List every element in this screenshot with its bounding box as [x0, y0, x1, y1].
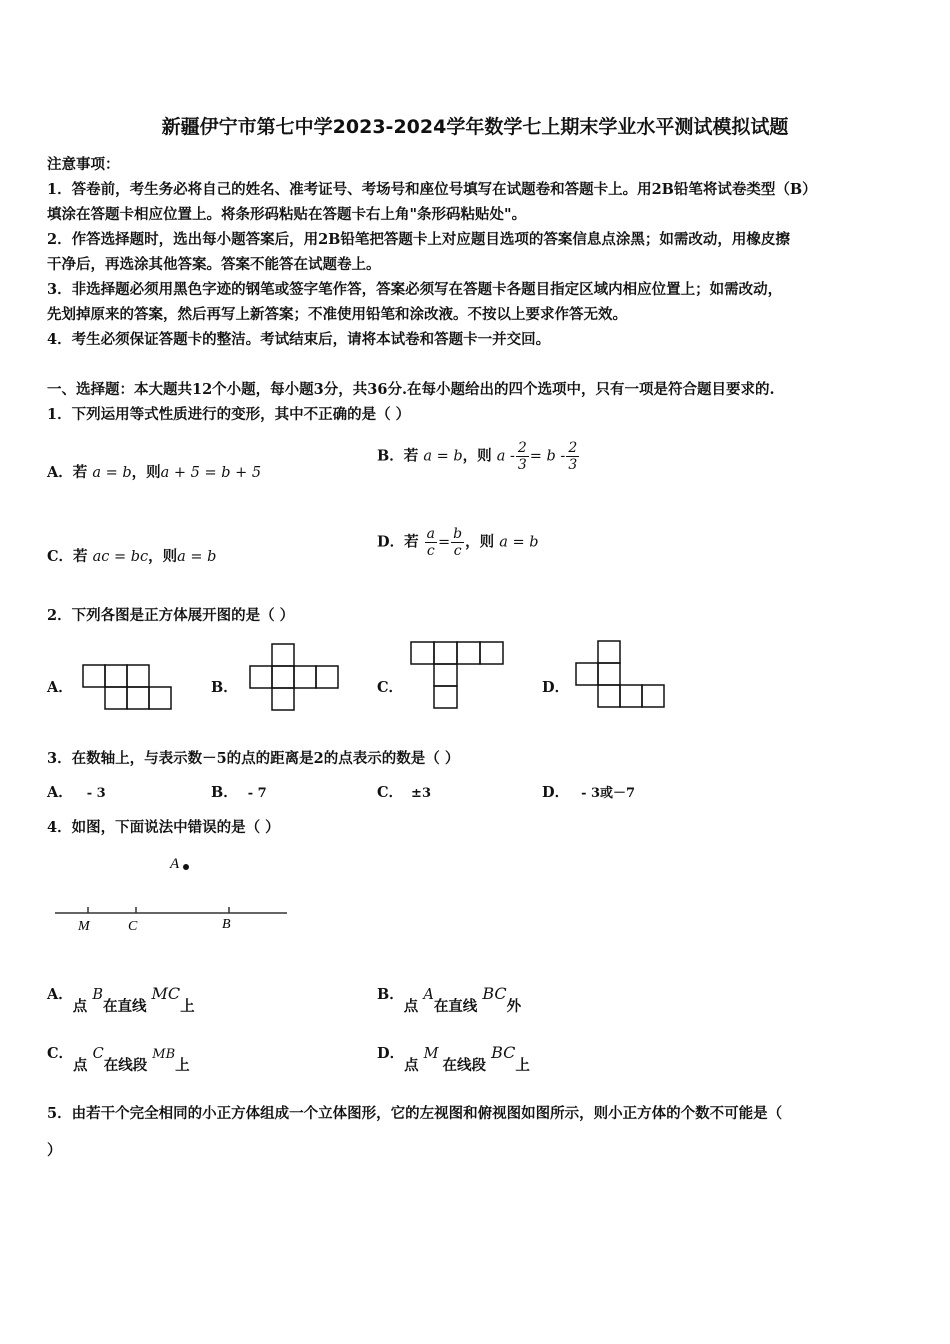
- option-text: 上: [180, 998, 195, 1015]
- option-label: A．: [47, 986, 73, 1003]
- option-text: 若: [404, 533, 419, 551]
- net-figure-d: [575, 640, 669, 710]
- q2-option-b-label[interactable]: B．: [211, 679, 238, 696]
- option-label: B．: [377, 447, 404, 465]
- q4-option-c[interactable]: [47, 1042, 190, 1074]
- q4-option-d[interactable]: [377, 1042, 530, 1074]
- option-value: - 3或－7: [581, 786, 636, 801]
- option-label: D．: [542, 784, 570, 801]
- option-value: ±3: [411, 786, 431, 801]
- option-label: C．: [377, 784, 404, 801]
- math-var: A: [423, 987, 434, 1003]
- option-label: C．: [47, 548, 74, 565]
- notes-heading: 注意事项：: [47, 156, 120, 173]
- option-text: 上: [175, 1057, 190, 1074]
- math-var: BC: [482, 984, 507, 1003]
- math-var: M: [423, 1046, 439, 1062]
- option-text: 点: [72, 998, 88, 1015]
- note-line: 2．作答选择题时，选出每小题答案后，用2B铅笔把答题卡上对应题目选项的答案信息点涂黑；如需改动，用橡皮擦: [47, 231, 790, 248]
- math-expr: = b -: [529, 448, 566, 465]
- option-value: - 3: [86, 786, 106, 801]
- question-5-stem: 5．由若干个完全相同的小正方体组成一个立体图形，它的左视图和俯视图如图所示，则小正方体的个数不可能是（: [47, 1105, 783, 1122]
- option-label: C．: [47, 1045, 74, 1062]
- option-text: 在线段: [103, 1057, 148, 1074]
- q3-option-a[interactable]: [47, 781, 106, 802]
- math-expr: ac = bc: [92, 549, 149, 565]
- q3-option-d[interactable]: [542, 781, 635, 802]
- math-var: MC: [151, 984, 181, 1003]
- option-text: 若: [403, 447, 419, 465]
- option-text: 点: [403, 998, 419, 1015]
- option-text: ，则: [465, 533, 495, 551]
- note-line: 先划掉原来的答案，然后再写上新答案；不准使用铅笔和涂改液。不按以上要求作答无效。: [47, 306, 627, 323]
- option-text: ，则: [148, 548, 178, 565]
- option-value: - 7: [247, 786, 267, 801]
- math-expr: a = b: [423, 448, 463, 465]
- option-text: 点: [73, 1057, 88, 1074]
- question-5-stem-cont: ）: [47, 1142, 62, 1159]
- note-line: 4．考生必须保证答题卡的整洁。考试结束后，请将本试卷和答题卡一并交回。: [47, 331, 551, 348]
- fraction: $\frac{2}{3}$: [568, 440, 578, 473]
- q1-option-a[interactable]: [47, 461, 261, 482]
- q3-option-c[interactable]: [377, 781, 431, 802]
- point-c-label: C: [128, 919, 138, 934]
- page-title: 新疆伊宁市第七中学2023-2024学年数学七上期末学业水平测试模拟试题: [161, 116, 789, 138]
- math-var: MB: [152, 1047, 176, 1062]
- net-figure-c: [410, 641, 506, 711]
- question-4-stem: 4．如图，下面说法中错误的是（ ）: [47, 819, 280, 836]
- option-label: A．: [47, 464, 73, 481]
- option-text: 若: [73, 548, 88, 565]
- math-expr: a = b: [499, 534, 539, 551]
- option-text: ，则: [131, 464, 161, 481]
- q2-option-d-label[interactable]: D．: [542, 679, 570, 696]
- q1-option-d[interactable]: [377, 526, 538, 559]
- option-text: 若: [72, 464, 88, 481]
- net-figure-b: [249, 643, 341, 713]
- q4-option-a[interactable]: [47, 983, 195, 1015]
- q1-option-b[interactable]: [377, 440, 580, 473]
- fraction: $\frac{a}{c}$: [426, 526, 435, 559]
- option-label: D．: [377, 1045, 405, 1062]
- question-3-stem: 3．在数轴上，与表示数－5的点的距离是2的点表示的数是（ ）: [47, 750, 460, 767]
- math-expr: a = b: [177, 549, 217, 565]
- option-text: 上: [515, 1057, 530, 1074]
- option-text: ，则: [462, 447, 492, 465]
- option-text: 在直线: [433, 998, 478, 1015]
- option-text: 外: [506, 998, 522, 1015]
- option-text: 在直线: [102, 998, 147, 1015]
- option-text: 点: [404, 1057, 419, 1074]
- point-a-dot: [183, 864, 189, 870]
- math-var: BC: [491, 1043, 516, 1062]
- option-label: B．: [211, 784, 238, 801]
- option-label: B．: [377, 986, 404, 1003]
- math-expr: a = b: [92, 465, 132, 481]
- note-line: 1．答卷前，考生务必将自己的姓名、准考证号、考场号和座位号填写在试题卷和答题卡上。用2B铅笔将试卷类型（B）: [47, 181, 817, 198]
- fraction: $\frac{2}{3}$: [517, 440, 527, 473]
- q4-option-b[interactable]: [377, 983, 522, 1015]
- option-label: A．: [47, 784, 73, 801]
- option-label: D．: [377, 533, 405, 551]
- point-b-label: B: [222, 917, 231, 932]
- math-expr: a -: [496, 448, 515, 465]
- question-1-stem: 1．下列运用等式性质进行的变形，其中不正确的是（ ）: [47, 406, 411, 423]
- line-figure: [50, 848, 295, 943]
- point-m-label: M: [78, 919, 90, 934]
- fraction: $\frac{b}{c}$: [453, 526, 463, 559]
- math-expr: a + 5 = b + 5: [160, 465, 262, 481]
- question-2-stem: 2．下列各图是正方体展开图的是（ ）: [47, 607, 295, 624]
- math-var: C: [92, 1046, 104, 1062]
- q3-option-b[interactable]: [211, 781, 267, 802]
- option-text: 在线段: [442, 1057, 486, 1074]
- note-line: 填涂在答题卡相应位置上。将条形码粘贴在答题卡右上角"条形码粘贴处"。: [47, 206, 527, 223]
- net-figure-a: [82, 664, 174, 712]
- note-line: 干净后，再选涂其他答案。答案不能答在试题卷上。: [47, 256, 381, 273]
- math-expr: =: [438, 534, 451, 551]
- section-heading: 一、选择题：本大题共12个小题，每小题3分，共36分.在每小题给出的四个选项中，只有一项是符合题目要求的.: [47, 381, 775, 398]
- q2-option-a-label[interactable]: A．: [47, 679, 73, 696]
- note-line: 3．非选择题必须用黑色字迹的钢笔或签字笔作答，答案必须写在答题卡各题目指定区域内相应位置上；如需改动，: [47, 281, 783, 298]
- q1-option-c[interactable]: [47, 545, 216, 566]
- point-a-label: A: [170, 856, 180, 872]
- math-var: B: [92, 987, 103, 1003]
- q2-option-c-label[interactable]: C．: [377, 679, 404, 696]
